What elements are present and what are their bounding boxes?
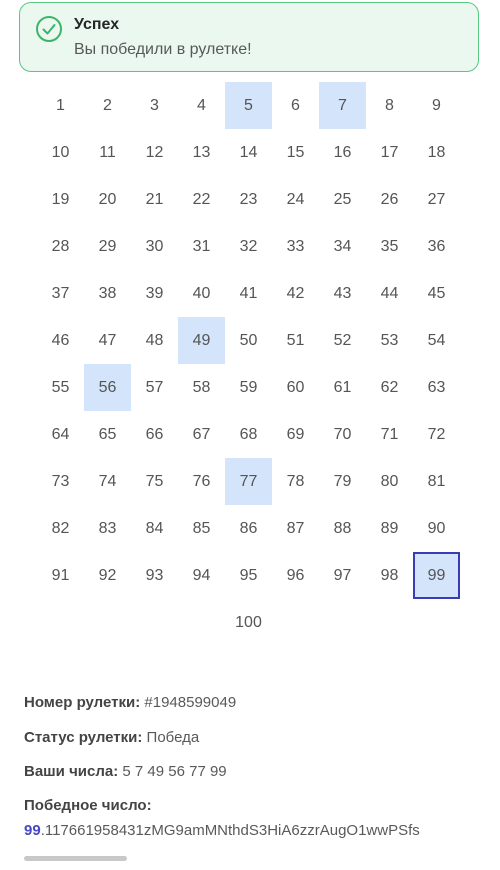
your-numbers-value: 5 7 49 56 77 99 bbox=[122, 763, 227, 780]
roulette-number-cell[interactable]: 35 bbox=[380, 237, 399, 255]
roulette-number-cell[interactable]: 73 bbox=[51, 472, 70, 490]
roulette-number-cell[interactable]: 84 bbox=[145, 519, 164, 537]
roulette-number-cell[interactable]: 99 bbox=[413, 552, 460, 599]
roulette-status-value: Победа bbox=[146, 729, 200, 746]
roulette-number-cell[interactable]: 7 bbox=[319, 82, 366, 129]
your-numbers-label: Ваши числа: bbox=[24, 763, 119, 780]
roulette-number-cell[interactable]: 100 bbox=[235, 613, 262, 631]
roulette-number-cell[interactable]: 4 bbox=[197, 96, 206, 114]
roulette-number-cell[interactable]: 28 bbox=[51, 237, 70, 255]
roulette-number-cell[interactable]: 32 bbox=[239, 237, 258, 255]
roulette-number-cell[interactable]: 46 bbox=[51, 331, 70, 349]
roulette-number-cell[interactable]: 95 bbox=[239, 566, 258, 584]
roulette-number-cell[interactable]: 83 bbox=[98, 519, 117, 537]
toast-message: Вы победили в рулетке! bbox=[74, 41, 252, 58]
roulette-number-cell[interactable]: 55 bbox=[51, 378, 70, 396]
roulette-number-cell[interactable]: 2 bbox=[103, 96, 112, 114]
roulette-number-grid bbox=[37, 82, 463, 646]
roulette-number-cell[interactable]: 75 bbox=[145, 472, 164, 490]
roulette-number-cell[interactable]: 53 bbox=[380, 331, 399, 349]
roulette-number-cell[interactable]: 38 bbox=[98, 284, 117, 302]
roulette-number-cell[interactable]: 48 bbox=[145, 331, 164, 349]
roulette-number-cell[interactable]: 47 bbox=[98, 331, 117, 349]
roulette-number-cell[interactable]: 23 bbox=[239, 190, 258, 208]
roulette-number-cell[interactable]: 92 bbox=[98, 566, 117, 584]
roulette-number-cell[interactable]: 70 bbox=[333, 425, 352, 443]
roulette-number-cell[interactable]: 45 bbox=[427, 284, 446, 302]
roulette-number-cell[interactable]: 63 bbox=[427, 378, 446, 396]
roulette-number-cell[interactable]: 14 bbox=[239, 143, 258, 161]
roulette-number-cell[interactable]: 34 bbox=[333, 237, 352, 255]
roulette-number-cell[interactable]: 16 bbox=[333, 143, 352, 161]
roulette-number-cell[interactable]: 98 bbox=[380, 566, 399, 584]
roulette-number-cell[interactable]: 51 bbox=[286, 331, 305, 349]
roulette-number-cell[interactable]: 61 bbox=[333, 378, 352, 396]
roulette-number-cell[interactable]: 26 bbox=[380, 190, 399, 208]
roulette-number-cell[interactable]: 82 bbox=[51, 519, 70, 537]
roulette-number-cell[interactable]: 69 bbox=[286, 425, 305, 443]
roulette-number-cell[interactable]: 67 bbox=[192, 425, 211, 443]
roulette-number-cell[interactable]: 80 bbox=[380, 472, 399, 490]
roulette-number-cell[interactable]: 66 bbox=[145, 425, 164, 443]
roulette-number-cell[interactable]: 30 bbox=[145, 237, 164, 255]
roulette-number-cell[interactable]: 94 bbox=[192, 566, 211, 584]
roulette-number-cell[interactable]: 87 bbox=[286, 519, 305, 537]
roulette-number-cell[interactable]: 96 bbox=[286, 566, 305, 584]
roulette-number-cell[interactable]: 41 bbox=[239, 284, 258, 302]
roulette-number-cell[interactable]: 90 bbox=[427, 519, 446, 537]
winning-number-label: Победное число: bbox=[24, 797, 152, 814]
roulette-status-row bbox=[24, 729, 199, 746]
roulette-number-cell[interactable]: 86 bbox=[239, 519, 258, 537]
roulette-number-cell[interactable]: 39 bbox=[145, 284, 164, 302]
roulette-number-cell[interactable]: 49 bbox=[178, 317, 225, 364]
roulette-number-cell[interactable]: 74 bbox=[98, 472, 117, 490]
roulette-number-cell[interactable]: 15 bbox=[286, 143, 305, 161]
roulette-number-cell[interactable]: 19 bbox=[51, 190, 70, 208]
roulette-number-label: Номер рулетки: bbox=[24, 694, 141, 711]
winning-number-hash-row bbox=[24, 822, 476, 839]
roulette-number-row bbox=[24, 694, 236, 711]
roulette-number-cell[interactable]: 10 bbox=[51, 143, 70, 161]
roulette-number-cell[interactable]: 64 bbox=[51, 425, 70, 443]
roulette-status-label: Статус рулетки: bbox=[24, 729, 143, 746]
success-toast bbox=[19, 2, 479, 72]
roulette-number-cell[interactable]: 6 bbox=[291, 96, 300, 114]
roulette-number-cell[interactable]: 78 bbox=[286, 472, 305, 490]
roulette-number-cell[interactable]: 65 bbox=[98, 425, 117, 443]
roulette-number-cell[interactable]: 85 bbox=[192, 519, 211, 537]
roulette-number-cell[interactable]: 44 bbox=[380, 284, 399, 302]
winning-number-value: 99 bbox=[24, 822, 41, 839]
roulette-number-cell[interactable]: 72 bbox=[427, 425, 446, 443]
roulette-number-value: #1948599049 bbox=[144, 694, 237, 711]
roulette-number-cell[interactable]: 50 bbox=[239, 331, 258, 349]
roulette-number-cell[interactable]: 13 bbox=[192, 143, 211, 161]
roulette-number-cell[interactable]: 5 bbox=[225, 82, 272, 129]
roulette-number-cell[interactable]: 20 bbox=[98, 190, 117, 208]
roulette-number-cell[interactable]: 27 bbox=[427, 190, 446, 208]
roulette-number-cell[interactable]: 93 bbox=[145, 566, 164, 584]
roulette-number-cell[interactable]: 54 bbox=[427, 331, 446, 349]
roulette-number-cell[interactable]: 59 bbox=[239, 378, 258, 396]
roulette-number-cell[interactable]: 76 bbox=[192, 472, 211, 490]
roulette-number-cell[interactable]: 68 bbox=[239, 425, 258, 443]
roulette-number-cell[interactable]: 71 bbox=[380, 425, 399, 443]
roulette-number-cell[interactable]: 24 bbox=[286, 190, 305, 208]
roulette-number-cell[interactable]: 36 bbox=[427, 237, 446, 255]
toast-title: Успех bbox=[74, 16, 120, 33]
roulette-number-cell[interactable]: 62 bbox=[380, 378, 399, 396]
roulette-number-cell[interactable]: 1 bbox=[56, 96, 65, 114]
roulette-number-cell[interactable]: 42 bbox=[286, 284, 305, 302]
roulette-number-cell[interactable]: 17 bbox=[380, 143, 399, 161]
horizontal-scrollbar[interactable] bbox=[24, 856, 127, 861]
roulette-number-cell[interactable]: 56 bbox=[84, 364, 131, 411]
roulette-number-cell[interactable]: 97 bbox=[333, 566, 352, 584]
roulette-number-cell[interactable]: 60 bbox=[286, 378, 305, 396]
roulette-number-cell[interactable]: 81 bbox=[427, 472, 446, 490]
roulette-number-cell[interactable]: 89 bbox=[380, 519, 399, 537]
roulette-number-cell[interactable]: 91 bbox=[51, 566, 70, 584]
roulette-number-cell[interactable]: 25 bbox=[333, 190, 352, 208]
winning-number-hash: .117661958431zMG9amMNthdS3HiA6zzrAugO1wwPSfs bbox=[40, 822, 420, 839]
roulette-number-cell[interactable]: 58 bbox=[192, 378, 211, 396]
check-circle-icon bbox=[35, 15, 63, 43]
roulette-number-cell[interactable]: 77 bbox=[225, 458, 272, 505]
roulette-number-cell[interactable]: 22 bbox=[192, 190, 211, 208]
roulette-number-cell[interactable]: 8 bbox=[385, 96, 394, 114]
roulette-number-cell[interactable]: 3 bbox=[150, 96, 159, 114]
roulette-number-cell[interactable]: 33 bbox=[286, 237, 305, 255]
roulette-number-cell[interactable]: 57 bbox=[145, 378, 164, 396]
roulette-number-cell[interactable]: 11 bbox=[99, 143, 116, 161]
roulette-number-cell[interactable]: 52 bbox=[333, 331, 352, 349]
roulette-number-cell[interactable]: 18 bbox=[427, 143, 446, 161]
roulette-number-cell[interactable]: 79 bbox=[333, 472, 352, 490]
roulette-number-cell[interactable]: 12 bbox=[145, 143, 164, 161]
roulette-number-cell[interactable]: 29 bbox=[98, 237, 117, 255]
roulette-number-cell[interactable]: 21 bbox=[145, 190, 164, 208]
roulette-number-cell[interactable]: 43 bbox=[333, 284, 352, 302]
roulette-number-cell[interactable]: 88 bbox=[333, 519, 352, 537]
roulette-number-cell[interactable]: 37 bbox=[51, 284, 70, 302]
roulette-number-cell[interactable]: 31 bbox=[192, 237, 211, 255]
your-numbers-row bbox=[24, 763, 227, 780]
roulette-number-cell[interactable]: 9 bbox=[432, 96, 441, 114]
roulette-number-cell[interactable]: 40 bbox=[192, 284, 211, 302]
